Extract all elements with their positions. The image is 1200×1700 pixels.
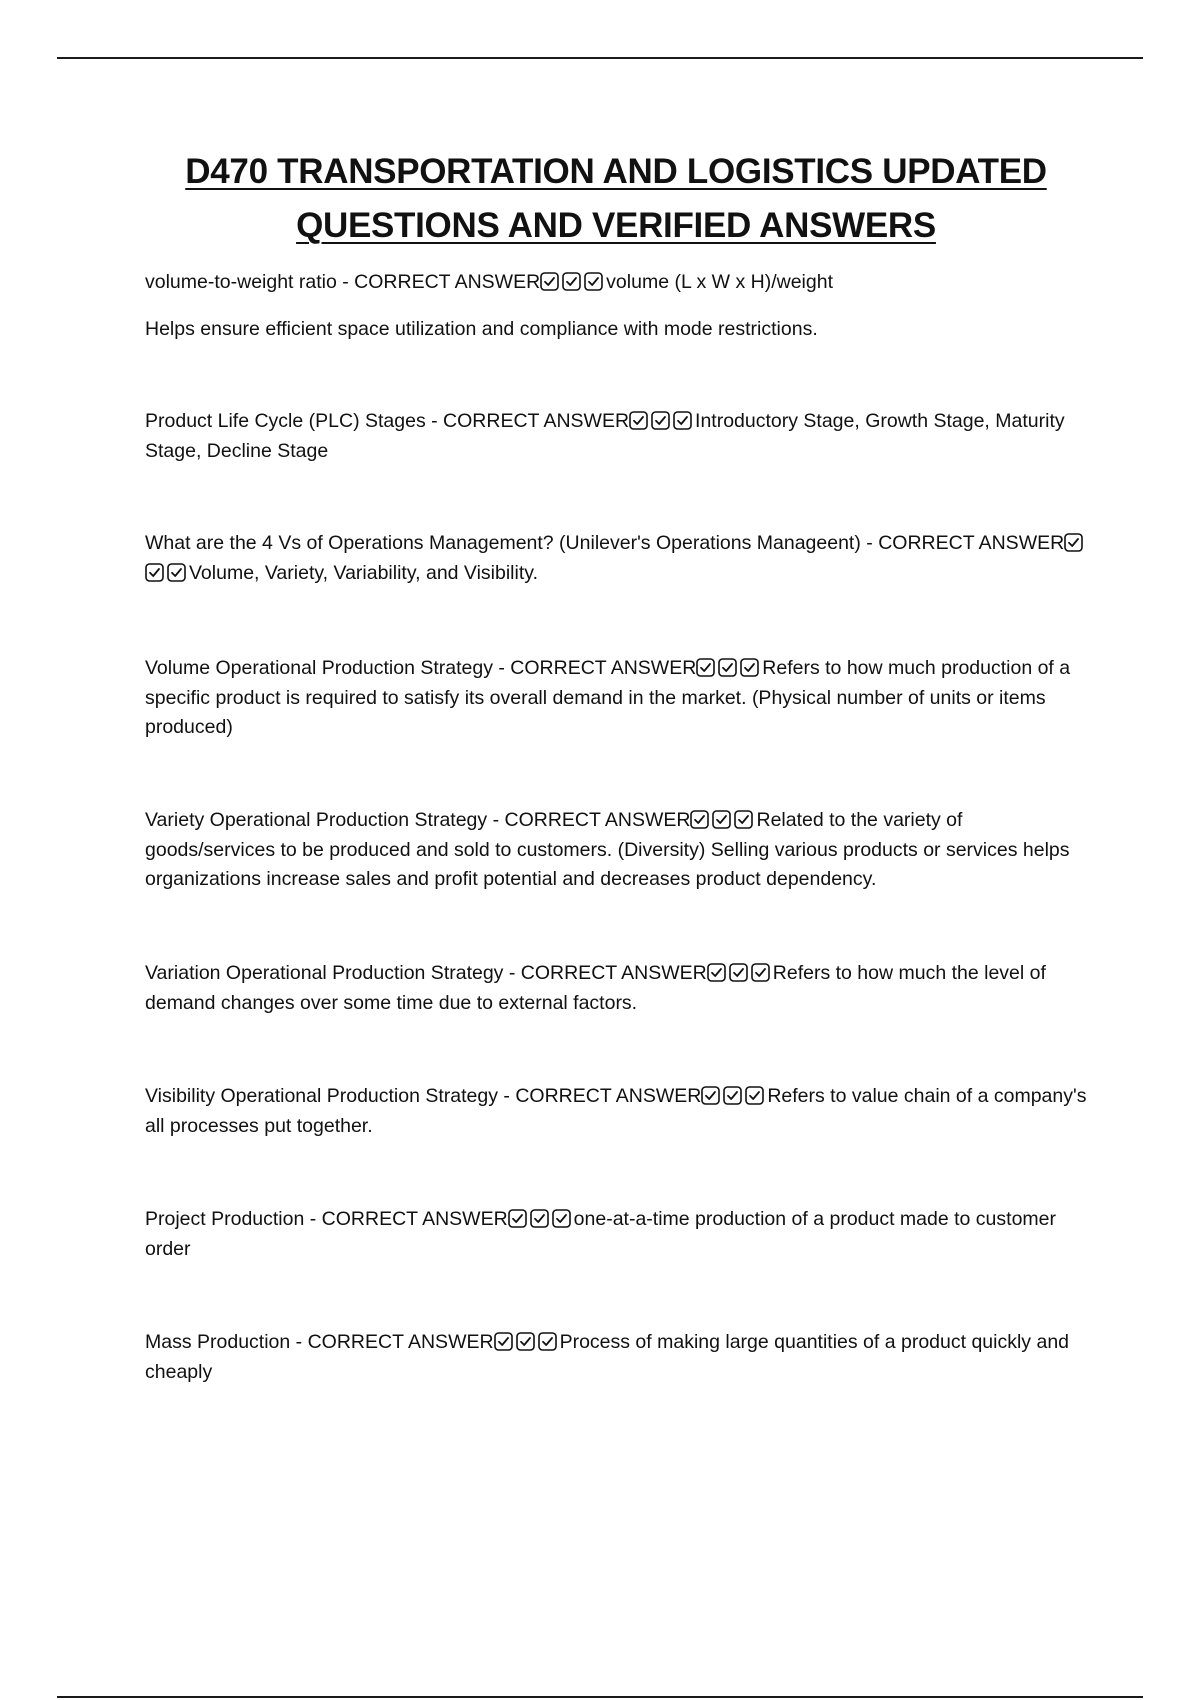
- answer-marker: - CORRECT ANSWER: [342, 271, 541, 293]
- entry-answer: Process of making large quantities of a product quickly and cheaply: [145, 1331, 1070, 1383]
- check-box-icon: [651, 411, 670, 430]
- qa-entry: [145, 959, 1095, 1018]
- answer-marker: - CORRECT ANSWER: [492, 809, 691, 831]
- entry-answer: Introductory Stage, Growth Stage, Maturity Stage, Decline Stage: [145, 410, 1065, 462]
- entry-term: Variation Operational Production Strategy: [145, 962, 504, 984]
- qa-entry: [145, 654, 1095, 743]
- entry-term: Volume Operational Production Strategy: [145, 657, 493, 679]
- entry-answer: Volume, Variety, Variability, and Visibility.: [189, 561, 538, 584]
- entry-answer: Related to the variety of goods/services to be produced and sold to customers. (Diversity) Selling various products or services helps organizations increase sales and profit potential and decreases product dependency.: [145, 809, 1070, 890]
- check-box-icon: [745, 1086, 764, 1105]
- check-box-icon: [167, 563, 186, 582]
- entry-answer: one-at-a-time production of a product made to customer order: [145, 1208, 1057, 1260]
- entry-answer: volume (L x W x H)/weight: [606, 271, 834, 293]
- qa-entry: [145, 268, 1095, 298]
- answer-marker: - CORRECT ANSWER: [508, 962, 707, 984]
- entry-term: What are the 4 Vs of Operations Management? (Unilever's Operations Manageent): [145, 532, 861, 554]
- check-box-icon: [516, 1332, 535, 1351]
- header-rule: [57, 57, 1143, 59]
- entry-answer: Refers to value chain of a company's all processes put together.: [145, 1085, 1087, 1137]
- footer-rule: [57, 1696, 1143, 1698]
- check-box-icon: [584, 272, 603, 291]
- entry-term: Product Life Cycle (PLC) Stages: [145, 410, 426, 432]
- check-box-icon: [1064, 533, 1083, 552]
- entry-term: Variety Operational Production Strategy: [145, 809, 488, 831]
- check-box-icon: [701, 1086, 720, 1105]
- check-box-icon: [629, 411, 648, 430]
- check-box-icon: [707, 963, 726, 982]
- check-box-icon: [562, 272, 581, 291]
- qa-entry: [145, 529, 1095, 588]
- title-line-1: D470 TRANSPORTATION AND LOGISTICS UPDATED: [185, 152, 1047, 191]
- check-box-icon: [712, 810, 731, 829]
- entry-answer: Refers to how much production of a specific product is required to satisfy its overall demand in the market. (Physical number of units or items produced): [145, 657, 1071, 738]
- check-box-icon: [552, 1209, 571, 1228]
- entry-term: Mass Production: [145, 1331, 291, 1353]
- entry-term: Project Production: [145, 1208, 305, 1230]
- answer-marker: - CORRECT ANSWER: [866, 532, 1065, 554]
- check-box-icon: [145, 563, 164, 582]
- title-line-2: QUESTIONS AND VERIFIED ANSWERS: [296, 206, 936, 245]
- qa-entry: [145, 407, 1095, 466]
- check-box-icon: [690, 810, 709, 829]
- answer-marker: - CORRECT ANSWER: [431, 410, 630, 432]
- check-box-icon: [751, 963, 770, 982]
- qa-entry: [145, 1082, 1095, 1141]
- qa-entry: [145, 806, 1095, 895]
- answer-marker: - CORRECT ANSWER: [503, 1085, 702, 1107]
- check-box-icon: [673, 411, 692, 430]
- answer-marker: - CORRECT ANSWER: [498, 657, 697, 679]
- answer-marker: - CORRECT ANSWER: [295, 1331, 494, 1353]
- qa-entry: [145, 1328, 1095, 1387]
- check-box-icon: [723, 1086, 742, 1105]
- entry-term: Visibility Operational Production Strategy: [145, 1085, 498, 1107]
- check-box-icon: [538, 1332, 557, 1351]
- check-box-icon: [729, 963, 748, 982]
- check-box-icon: [540, 272, 559, 291]
- answer-marker: - CORRECT ANSWER: [309, 1208, 508, 1230]
- check-box-icon: [718, 658, 737, 677]
- qa-entry: [145, 1205, 1095, 1264]
- entry-term: volume-to-weight ratio: [145, 271, 337, 293]
- check-box-icon: [508, 1209, 527, 1228]
- check-box-icon: [740, 658, 759, 677]
- entry-note: Helps ensure efficient space utilization and compliance with mode restrictions.: [145, 318, 818, 340]
- check-box-icon: [494, 1332, 513, 1351]
- check-box-icon: [696, 658, 715, 677]
- check-box-icon: [734, 810, 753, 829]
- page-title: [0, 145, 1200, 253]
- check-box-icon: [530, 1209, 549, 1228]
- entry-answer: Refers to how much the level of demand changes over some time due to external factors.: [145, 962, 1046, 1014]
